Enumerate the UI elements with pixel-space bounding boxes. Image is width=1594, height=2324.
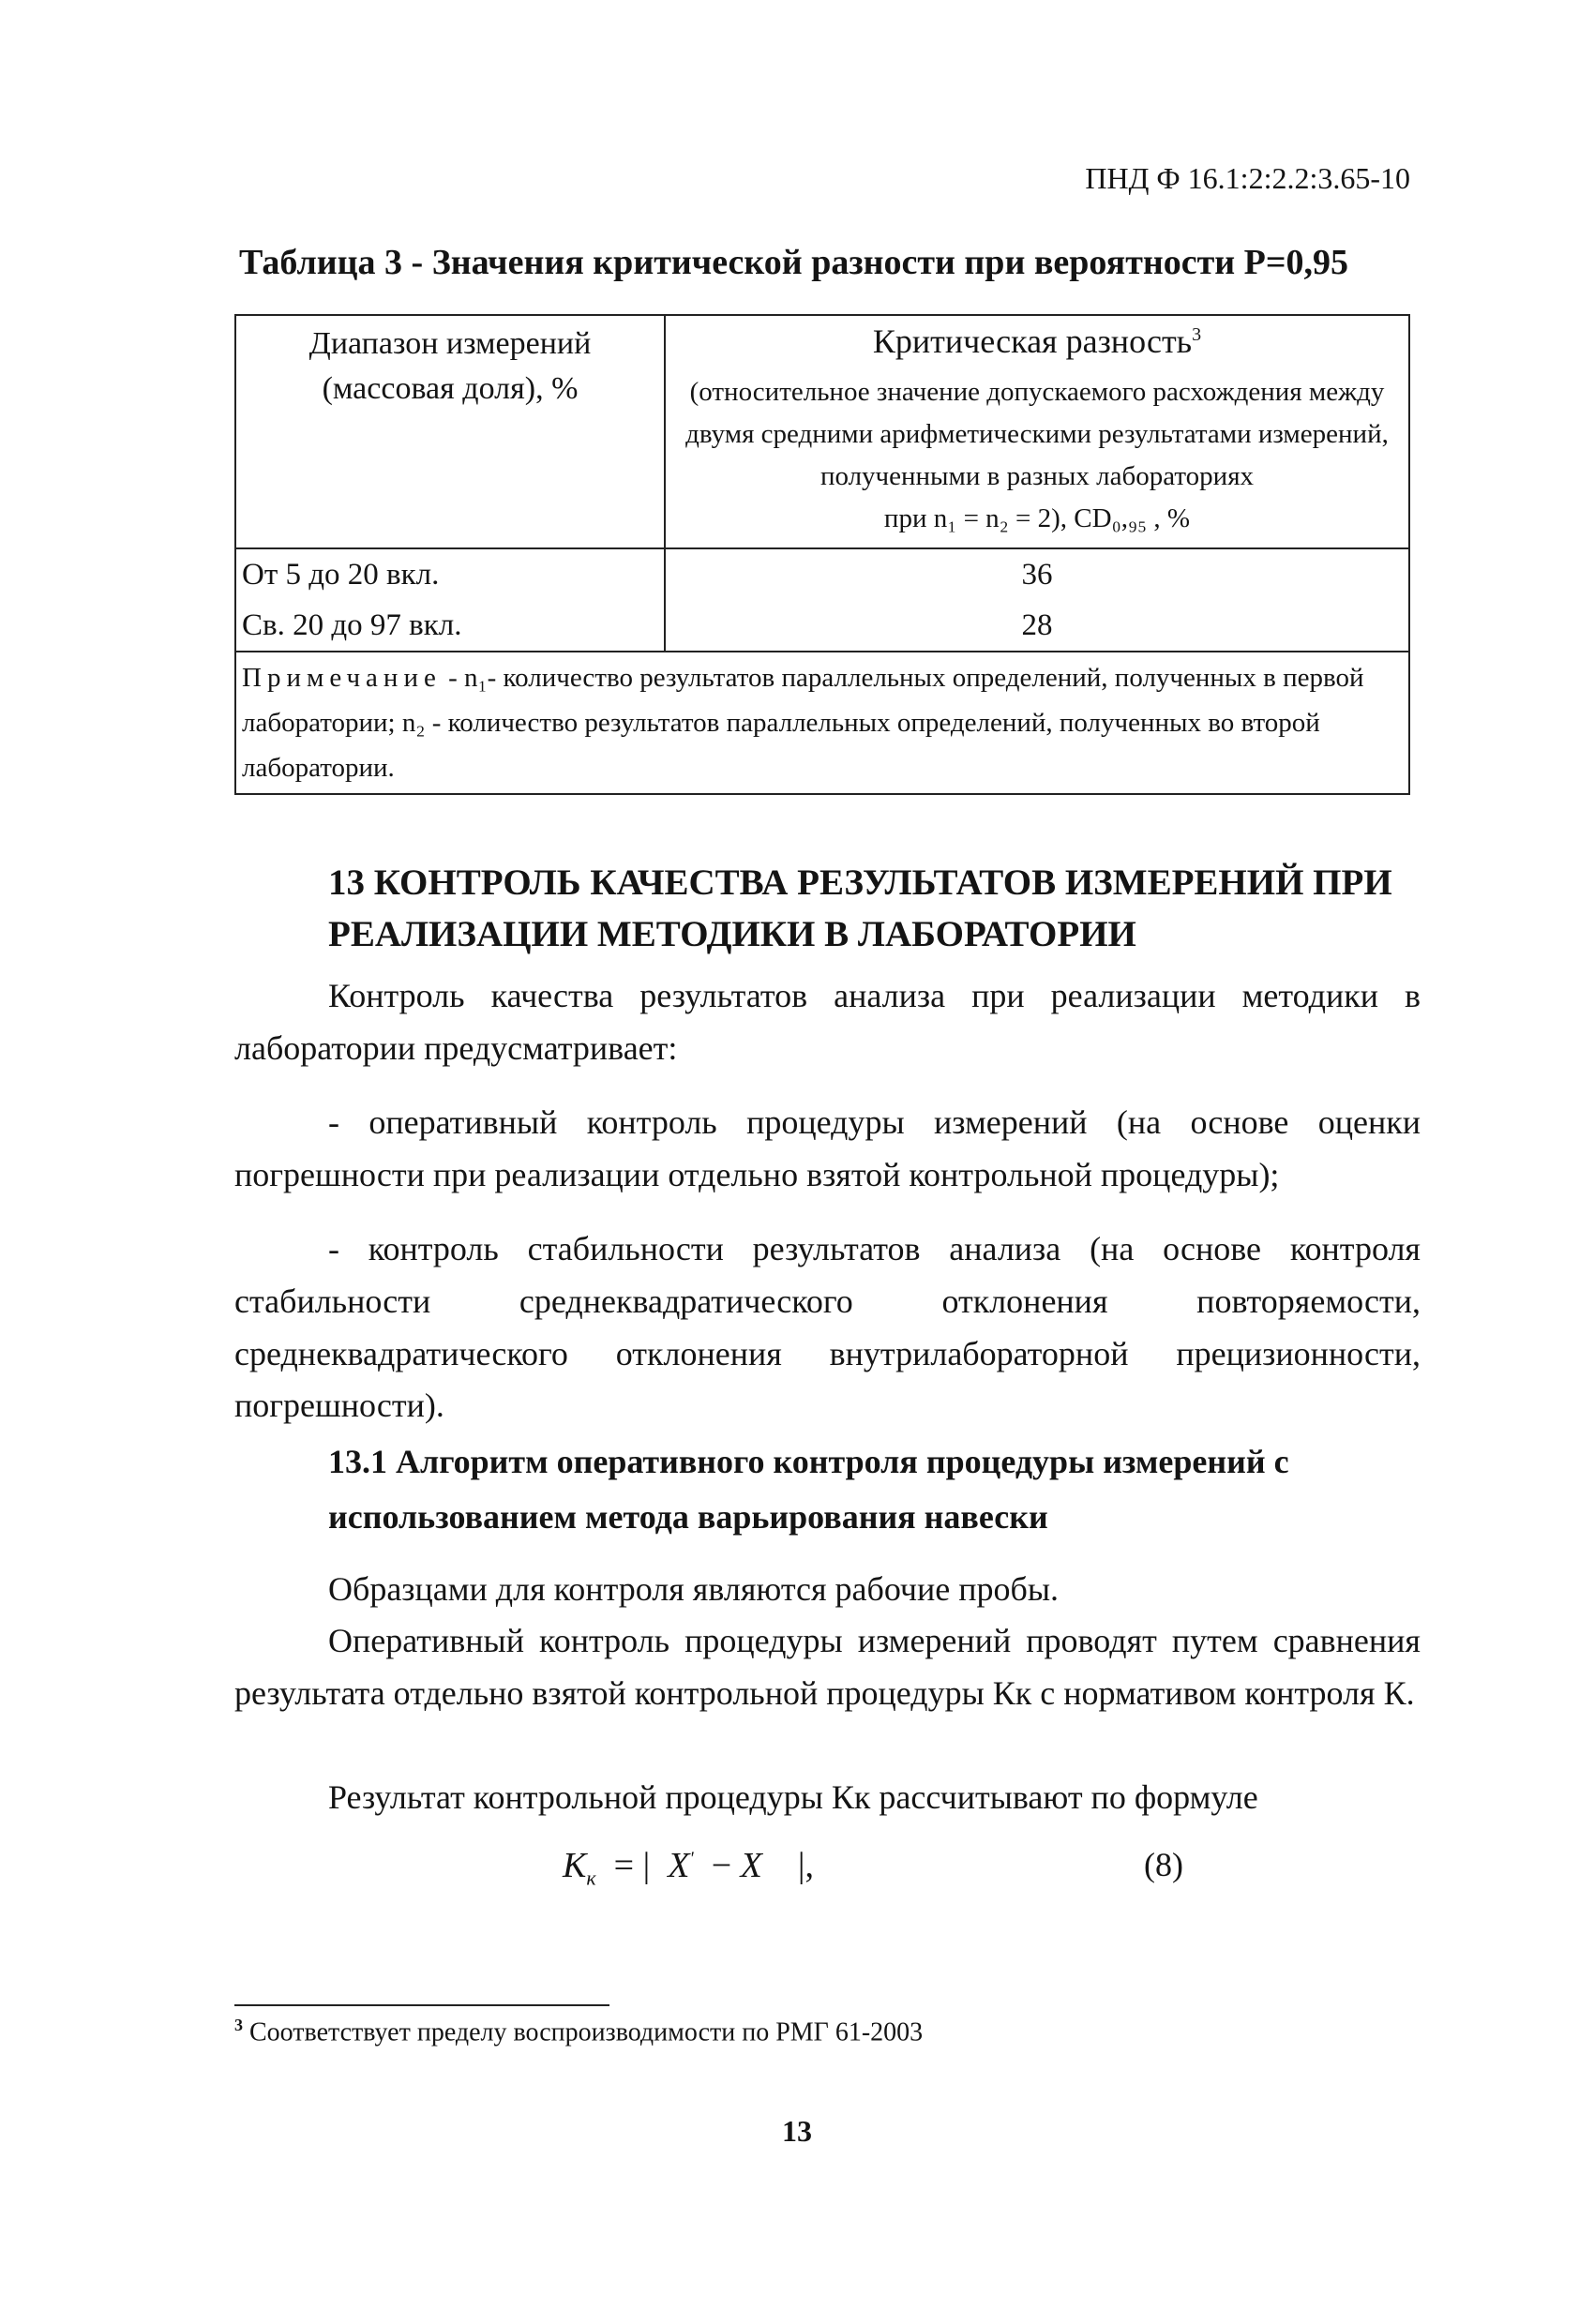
table-title: Таблица 3 - Значения критической разности при вероятности Р=0,95: [239, 243, 1349, 282]
value-cell: 28: [665, 600, 1409, 652]
section-13-bullet-stability: - контроль стабильности результатов анализа (на основе контроля стабильности среднеквадратического отклонения повторяемости, среднеквадратического отклонения внутрилабораторной прецизионности, погрешности).: [234, 1230, 1421, 1425]
table-row: [235, 548, 1409, 600]
header-measurement-range: [235, 315, 665, 548]
footnote-reference: 3: [1192, 324, 1202, 345]
header-critical-description: [675, 371, 1399, 540]
formula-equals-abs-open: = |: [605, 1846, 669, 1885]
section-13-intro: Контроль качества результатов анализа при реализации методики в лаборатории предусматривает:: [234, 977, 1421, 1067]
formula-lhs: K: [563, 1846, 587, 1885]
section-13-1-formula-intro: Результат контрольной процедуры Кк рассчитывают по формуле: [328, 1778, 1258, 1816]
formula-abs-close: |,: [761, 1846, 814, 1885]
formula-prime: ': [689, 1848, 694, 1869]
header-critical-difference: [665, 315, 1409, 548]
header-range-line1: Диапазон измерений: [308, 326, 592, 361]
note-text: - n₁- количество результатов параллельных определений, полученных в первой лаборатории; n₂ - количество результатов параллельных определений, полученных во второй лаборатории.: [242, 663, 1364, 783]
header-critical-condition: при n₁ = n₂ = 2), CD₀,₉₅ , %: [883, 503, 1191, 533]
equation-number: (8): [1144, 1846, 1183, 1883]
section-13-1-samples: Образцами для контроля являются рабочие пробы.: [328, 1570, 1060, 1608]
footnote-mark: 3: [234, 2016, 243, 2034]
header-range-line2: (массовая доля), %: [322, 370, 579, 406]
range-cell: Св. 20 до 97 вкл.: [235, 600, 665, 652]
section-13-bullet-operational: - оперативный контроль процедуры измерений (на основе оценки погрешности при реализации отдельно взятой контрольной процедуры);: [234, 1103, 1421, 1193]
formula-x-prime: X: [668, 1846, 690, 1885]
formula-minus: −: [693, 1846, 741, 1885]
table-header-row: [235, 315, 1409, 548]
header-critical-title-text: Критическая разность: [872, 322, 1193, 360]
formula-8: [563, 1845, 814, 1891]
document-code: ПНД Ф 16.1:2:2.2:3.65-10: [1085, 161, 1410, 195]
footnote: [234, 2016, 923, 2047]
section-13-heading: 13 КОНТРОЛЬ КАЧЕСТВА РЕЗУЛЬТАТОВ ИЗМЕРЕНИЙ ПРИ РЕАЛИЗАЦИИ МЕТОДИКИ В ЛАБОРАТОРИИ: [328, 862, 1392, 954]
footnote-text: Соответствует пределу воспроизводимости по РМГ 61-2003: [249, 2017, 924, 2047]
note-label: Примечание: [242, 663, 442, 694]
table-row: [235, 600, 1409, 652]
formula-lhs-subscript: к: [586, 1866, 596, 1890]
section-13-1-heading: 13.1 Алгоритм оперативного контроля процедуры измерений с использованием метода варьирования навески: [328, 1443, 1289, 1537]
critical-difference-table: [234, 314, 1410, 795]
table-note: [235, 652, 1409, 794]
header-critical-title: [675, 322, 1399, 362]
section-13-1-procedure: Оперативный контроль процедуры измерений проводят путем сравнения результата отдельно взятой контрольной процедуры Кк с нормативом контроля К.: [234, 1622, 1421, 1712]
footnote-divider: [234, 2004, 609, 2006]
value-cell: 36: [665, 548, 1409, 600]
formula-x: X: [740, 1846, 762, 1885]
table-note-row: [235, 652, 1409, 794]
header-critical-desc-text: (относительное значение допускаемого расхождения между двумя средними арифметическими результатами измерений, полученными в разных лабораториях: [685, 377, 1389, 492]
page-number: 13: [782, 2114, 812, 2148]
range-cell: От 5 до 20 вкл.: [235, 548, 665, 600]
